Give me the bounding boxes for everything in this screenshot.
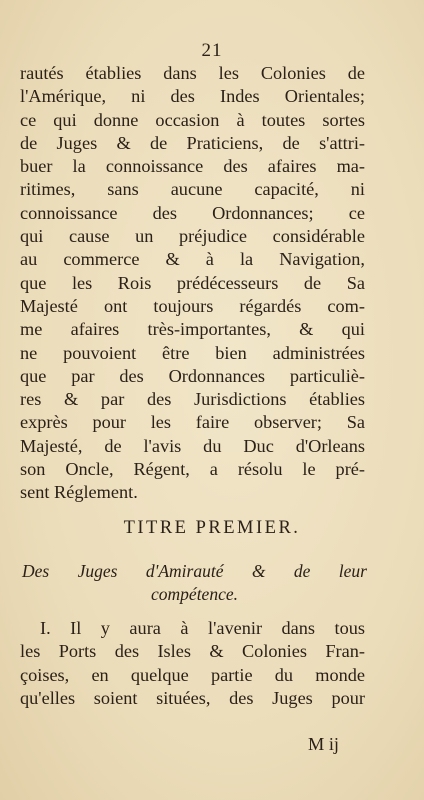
text-line: Majesté ont toujours régardés com- (20, 295, 365, 316)
signature-mark: M ij (308, 734, 339, 754)
text-line: les Ports des Isles & Colonies Fran- (20, 641, 365, 662)
text-line: que les Rois prédécesseurs de Sa (20, 272, 365, 293)
text-line: l'Amérique, ni des Indes Orientales; (20, 86, 365, 107)
text-line: ce qui donne occasion à toutes sortes (20, 109, 365, 130)
subtitle-line: Des Juges d'Amirauté & de leur (22, 561, 367, 581)
text-line: me afaires très-importantes, & qui (20, 319, 365, 340)
text-line: qu'elles soient situées, des Juges pour (20, 687, 365, 708)
subtitle-line: compétence. (151, 584, 238, 604)
text-line: I. Il y aura à l'avenir dans tous (40, 618, 365, 638)
article-paragraph (20, 617, 365, 710)
text-line: rautés établies dans les Colonies de (20, 63, 365, 83)
text-line: ne pouvoient être bien administrées (20, 342, 365, 363)
text-line: buer la connoissance des afaires ma- (20, 156, 365, 177)
preamble-paragraph (20, 62, 365, 505)
section-subtitle (22, 560, 367, 606)
text-line: sent Réglement. (20, 482, 138, 503)
text-line: qui cause un préjudice considérable (20, 226, 365, 247)
text-line: ritimes, sans aucune capacité, ni (20, 179, 365, 200)
section-title: TITRE PREMIER. (123, 518, 301, 538)
text-line: exprès pour les faire observer; Sa (20, 412, 365, 433)
text-line: que par des Ordonnances particuliè- (20, 365, 365, 386)
text-line: son Oncle, Régent, a résolu le pré- (20, 459, 365, 480)
text-line: çoises, en quelque partie du monde (20, 664, 365, 685)
text-line: res & par des Jurisdictions établies (20, 389, 365, 410)
page-number: 21 (201, 40, 223, 61)
text-line: Majesté, de l'avis du Duc d'Orleans (20, 435, 365, 456)
text-line: connoissance des Ordonnances; ce (20, 202, 365, 223)
text-line: de Juges & de Praticiens, de s'attri- (20, 132, 365, 153)
text-line: au commerce & à la Navigation, (20, 249, 365, 270)
